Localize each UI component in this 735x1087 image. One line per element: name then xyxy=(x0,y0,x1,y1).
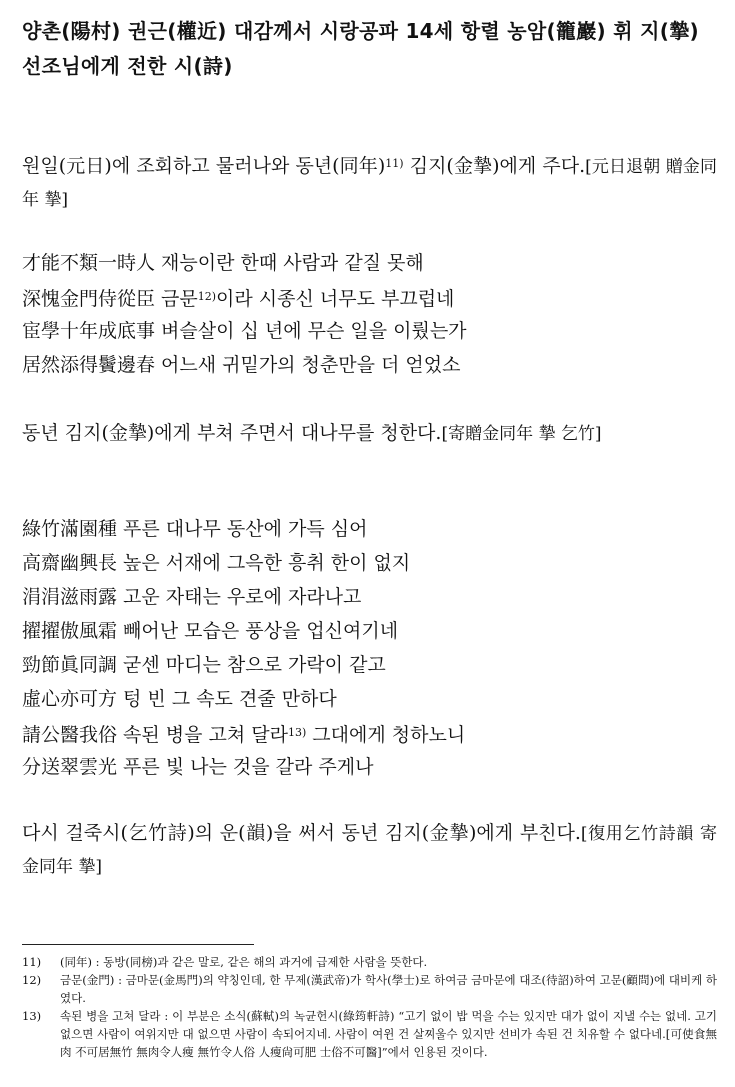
poem-line-korean: 속된 병을 고쳐 달라 xyxy=(123,724,288,746)
footnote-ref-13[interactable]: 13) xyxy=(287,726,307,739)
poem-line xyxy=(22,716,717,750)
poem-line-hanja: 分送翠雲光 xyxy=(22,756,118,778)
poem-line-korean: 금문 xyxy=(161,288,198,310)
poem-line xyxy=(22,682,717,716)
poem-line-hanja: 深愧金門侍從臣 xyxy=(22,288,156,310)
footnote-ref-12[interactable]: 12) xyxy=(197,290,217,303)
poem-line-korean: 텅 빈 그 속도 견줄 만하다 xyxy=(123,688,337,710)
poem-3-heading xyxy=(22,817,717,883)
poem-line xyxy=(22,512,717,546)
poem-1-heading-chinese: [元日退朝 贈金同年 摯] xyxy=(22,157,717,210)
poem-line xyxy=(22,648,717,682)
poem-1-heading-text-2: 김지(金摯)에게 주다. xyxy=(403,155,586,177)
poem-line-korean: 어느새 귀밑가의 청춘만을 더 얻었소 xyxy=(161,354,461,376)
poem-line-korean: 벼슬살이 십 년에 무슨 일을 이뤘는가 xyxy=(161,320,467,342)
footnote-text: 금문(金門) : 금마문(金馬門)의 약칭인데, 한 무제(漢武帝)가 학사(學士)로 하여금 금마문에 대조(待詔)하여 고문(顧問)에 대비케 하였다. xyxy=(60,973,717,1005)
footnote xyxy=(22,953,717,971)
footnote-divider xyxy=(22,944,254,945)
footnote xyxy=(22,1007,717,1061)
footnote-number: 13) xyxy=(22,1009,42,1023)
poem-1-heading-text: 원일(元日)에 조회하고 물러나와 동년(同年) xyxy=(22,155,386,177)
poem-1-heading xyxy=(22,148,717,216)
footnote-ref-11[interactable]: 11) xyxy=(385,157,404,170)
poem-line-korean: 빼어난 모습은 풍상을 업신여기네 xyxy=(123,620,399,642)
footnotes xyxy=(22,953,717,1061)
poem-line xyxy=(22,614,717,648)
poem-line-korean-2: 그대에게 청하노니 xyxy=(306,724,466,746)
footnote-text: 속된 병을 고쳐 달라 : 이 부분은 소식(蘇軾)의 녹균헌시(綠筠軒詩) “고기 없이 밥 먹을 수는 있지만 대가 없이 지낼 수는 없네. 고기 없으면 사람이 여위지만 대 없으면 사람이 속되어지네. 사람이 여윈 건 살찌울수 있지만 선비가 속된 건 치유할 수 없다네.[可使食無肉 不可居無竹 無肉令人瘦 無竹令人俗 人瘦尙可肥 士俗不可醫]”에서 인용된 것이다. xyxy=(60,1009,717,1059)
poem-3-heading-chinese: [復用乞竹詩韻 寄金同年 摯] xyxy=(22,824,717,877)
poem-line xyxy=(22,246,717,280)
poem-line xyxy=(22,314,717,348)
poem-line xyxy=(22,348,717,382)
poem-line-hanja: 居然添得鬢邊春 xyxy=(22,354,156,376)
poem-line-hanja: 宦學十年成底事 xyxy=(22,320,156,342)
footnote xyxy=(22,971,717,1007)
footnote-number: 11) xyxy=(22,955,42,969)
poem-line xyxy=(22,280,717,314)
poem-line-korean-2: 이라 시종신 너무도 부끄럽네 xyxy=(216,288,455,310)
poem-line-hanja: 虛心亦可方 xyxy=(22,688,118,710)
poem-line-hanja: 擢擢傲風霜 xyxy=(22,620,118,642)
poem-line xyxy=(22,546,717,580)
poem-3-heading-text: 다시 걸죽시(乞竹詩)의 운(韻)을 써서 동년 김지(金摯)에게 부친다. xyxy=(22,822,581,844)
poem-line-korean: 푸른 대나무 동산에 가득 심어 xyxy=(123,518,368,540)
poem-line-korean: 고운 자태는 우로에 자라나고 xyxy=(123,586,362,608)
poem-line-hanja: 高齋幽興長 xyxy=(22,552,118,574)
poem-line-hanja: 請公醫我俗 xyxy=(22,724,118,746)
poem-line-hanja: 勁節眞同調 xyxy=(22,654,118,676)
footnote-text: (同年) : 동방(同榜)과 같은 말로, 같은 해의 과거에 급제한 사람을 뜻한다. xyxy=(60,955,428,969)
poem-line-hanja: 才能不類一時人 xyxy=(22,252,156,274)
poem-line-hanja: 綠竹滿園種 xyxy=(22,518,118,540)
poem-line-korean: 재능이란 한때 사람과 같질 못해 xyxy=(161,252,424,274)
page-title: 양촌(陽村) 권근(權近) 대감께서 시랑공파 14세 항렬 농암(籠巖) 휘 지(摯) 선조님에게 전한 시(詩) xyxy=(22,19,699,78)
poem-1 xyxy=(22,246,717,382)
poem-line-korean: 굳센 마디는 참으로 가락이 같고 xyxy=(123,654,386,676)
poem-line-korean: 높은 서재에 그윽한 흥취 한이 없지 xyxy=(123,552,411,574)
poem-2 xyxy=(22,512,717,784)
poem-2-heading xyxy=(22,417,717,450)
poem-2-heading-chinese: [寄贈金同年 摯 乞竹] xyxy=(441,424,602,444)
poem-line-korean: 푸른 빛 나는 것을 갈라 주게나 xyxy=(123,756,374,778)
poem-line xyxy=(22,750,717,784)
footnote-number: 12) xyxy=(22,973,42,987)
poem-line xyxy=(22,580,717,614)
poem-2-heading-text: 동년 김지(金摯)에게 부쳐 주면서 대나무를 청한다. xyxy=(22,422,442,444)
poem-line-hanja: 涓涓滋雨露 xyxy=(22,586,118,608)
